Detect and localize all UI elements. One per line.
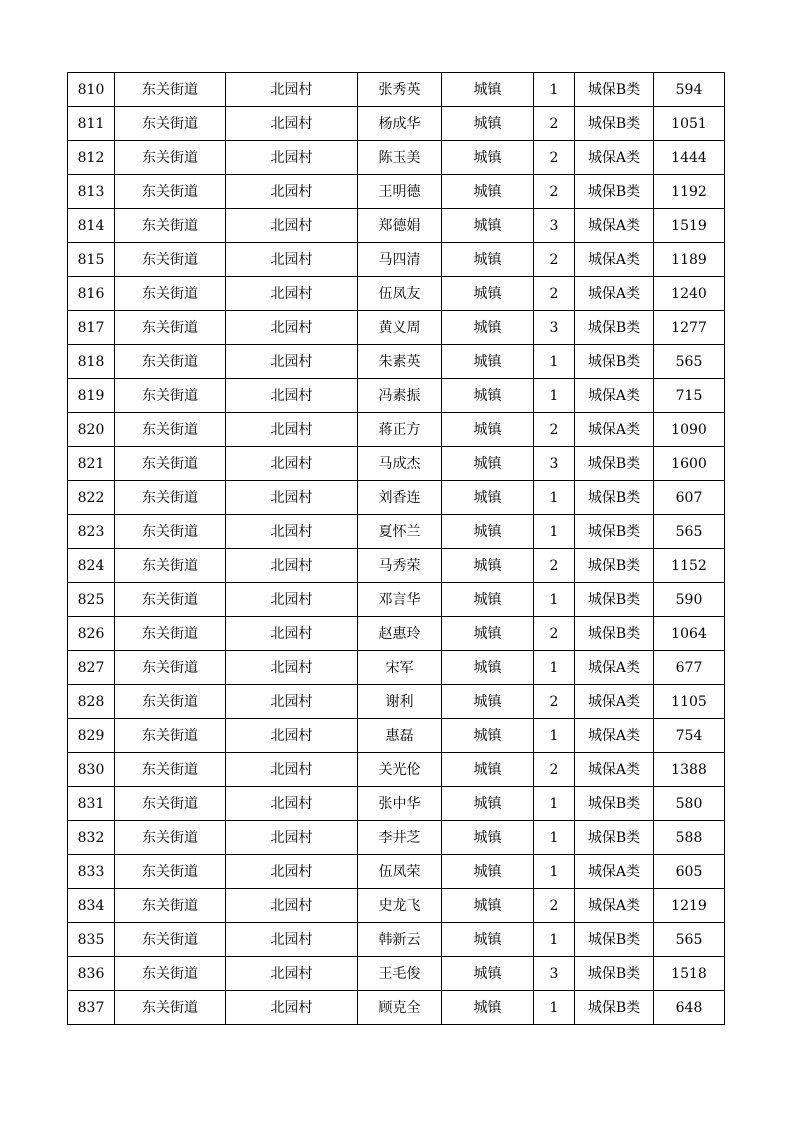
serial-number-cell: 835	[68, 923, 115, 957]
amount-cell: 607	[654, 481, 725, 515]
table-row	[68, 311, 725, 345]
member-count-cell: 1	[534, 481, 575, 515]
amount-cell: 605	[654, 855, 725, 889]
category-cell: 城保B类	[575, 923, 654, 957]
household-type-cell: 城镇	[442, 685, 534, 719]
amount-cell: 715	[654, 379, 725, 413]
table-row	[68, 447, 725, 481]
serial-number-cell: 817	[68, 311, 115, 345]
category-cell: 城保B类	[575, 549, 654, 583]
household-type-cell: 城镇	[442, 719, 534, 753]
serial-number-cell: 820	[68, 413, 115, 447]
village-cell: 北园村	[226, 719, 358, 753]
amount-cell: 594	[654, 73, 725, 107]
serial-number-cell: 831	[68, 787, 115, 821]
member-count-cell: 2	[534, 175, 575, 209]
member-count-cell: 2	[534, 889, 575, 923]
name-cell: 陈玉美	[358, 141, 442, 175]
village-cell: 北园村	[226, 175, 358, 209]
amount-cell: 677	[654, 651, 725, 685]
village-cell: 北园村	[226, 311, 358, 345]
street-cell: 东关街道	[115, 889, 226, 923]
serial-number-cell: 836	[68, 957, 115, 991]
household-type-cell: 城镇	[442, 991, 534, 1025]
name-cell: 冯素振	[358, 379, 442, 413]
village-cell: 北园村	[226, 141, 358, 175]
name-cell: 宋军	[358, 651, 442, 685]
category-cell: 城保B类	[575, 447, 654, 481]
member-count-cell: 1	[534, 345, 575, 379]
table-row	[68, 651, 725, 685]
table-row	[68, 753, 725, 787]
village-cell: 北园村	[226, 957, 358, 991]
name-cell: 王毛俊	[358, 957, 442, 991]
street-cell: 东关街道	[115, 209, 226, 243]
name-cell: 马成杰	[358, 447, 442, 481]
category-cell: 城保A类	[575, 889, 654, 923]
household-type-cell: 城镇	[442, 651, 534, 685]
category-cell: 城保A类	[575, 685, 654, 719]
name-cell: 王明德	[358, 175, 442, 209]
category-cell: 城保B类	[575, 787, 654, 821]
roster-body	[68, 73, 725, 1025]
serial-number-cell: 815	[68, 243, 115, 277]
amount-cell: 1240	[654, 277, 725, 311]
name-cell: 夏怀兰	[358, 515, 442, 549]
serial-number-cell: 814	[68, 209, 115, 243]
household-type-cell: 城镇	[442, 617, 534, 651]
street-cell: 东关街道	[115, 651, 226, 685]
amount-cell: 588	[654, 821, 725, 855]
table-row	[68, 957, 725, 991]
village-cell: 北园村	[226, 515, 358, 549]
household-type-cell: 城镇	[442, 209, 534, 243]
household-type-cell: 城镇	[442, 345, 534, 379]
village-cell: 北园村	[226, 345, 358, 379]
amount-cell: 1519	[654, 209, 725, 243]
table-row	[68, 413, 725, 447]
member-count-cell: 2	[534, 141, 575, 175]
member-count-cell: 3	[534, 447, 575, 481]
amount-cell: 565	[654, 345, 725, 379]
serial-number-cell: 828	[68, 685, 115, 719]
category-cell: 城保A类	[575, 719, 654, 753]
name-cell: 关光伦	[358, 753, 442, 787]
street-cell: 东关街道	[115, 175, 226, 209]
household-type-cell: 城镇	[442, 413, 534, 447]
category-cell: 城保B类	[575, 107, 654, 141]
table-row	[68, 923, 725, 957]
village-cell: 北园村	[226, 481, 358, 515]
street-cell: 东关街道	[115, 379, 226, 413]
street-cell: 东关街道	[115, 447, 226, 481]
member-count-cell: 2	[534, 277, 575, 311]
table-row	[68, 787, 725, 821]
street-cell: 东关街道	[115, 107, 226, 141]
member-count-cell: 3	[534, 311, 575, 345]
member-count-cell: 1	[534, 855, 575, 889]
amount-cell: 565	[654, 515, 725, 549]
amount-cell: 1277	[654, 311, 725, 345]
street-cell: 东关街道	[115, 515, 226, 549]
amount-cell: 580	[654, 787, 725, 821]
table-row	[68, 719, 725, 753]
category-cell: 城保A类	[575, 855, 654, 889]
table-row	[68, 243, 725, 277]
name-cell: 李井芝	[358, 821, 442, 855]
category-cell: 城保B类	[575, 617, 654, 651]
household-type-cell: 城镇	[442, 753, 534, 787]
household-type-cell: 城镇	[442, 107, 534, 141]
amount-cell: 1192	[654, 175, 725, 209]
village-cell: 北园村	[226, 583, 358, 617]
category-cell: 城保B类	[575, 311, 654, 345]
category-cell: 城保A类	[575, 379, 654, 413]
village-cell: 北园村	[226, 413, 358, 447]
household-type-cell: 城镇	[442, 549, 534, 583]
table-row	[68, 821, 725, 855]
street-cell: 东关街道	[115, 345, 226, 379]
table-row	[68, 991, 725, 1025]
name-cell: 韩新云	[358, 923, 442, 957]
member-count-cell: 2	[534, 549, 575, 583]
household-type-cell: 城镇	[442, 311, 534, 345]
name-cell: 史龙飞	[358, 889, 442, 923]
street-cell: 东关街道	[115, 855, 226, 889]
amount-cell: 1189	[654, 243, 725, 277]
table-row	[68, 583, 725, 617]
serial-number-cell: 819	[68, 379, 115, 413]
serial-number-cell: 829	[68, 719, 115, 753]
category-cell: 城保B类	[575, 73, 654, 107]
category-cell: 城保B类	[575, 821, 654, 855]
table-row	[68, 141, 725, 175]
name-cell: 邓言华	[358, 583, 442, 617]
member-count-cell: 1	[534, 821, 575, 855]
village-cell: 北园村	[226, 379, 358, 413]
street-cell: 东关街道	[115, 719, 226, 753]
serial-number-cell: 821	[68, 447, 115, 481]
household-type-cell: 城镇	[442, 923, 534, 957]
household-type-cell: 城镇	[442, 379, 534, 413]
serial-number-cell: 837	[68, 991, 115, 1025]
amount-cell: 1152	[654, 549, 725, 583]
table-row	[68, 855, 725, 889]
street-cell: 东关街道	[115, 481, 226, 515]
village-cell: 北园村	[226, 73, 358, 107]
member-count-cell: 1	[534, 583, 575, 617]
village-cell: 北园村	[226, 991, 358, 1025]
amount-cell: 1105	[654, 685, 725, 719]
village-cell: 北园村	[226, 617, 358, 651]
street-cell: 东关街道	[115, 991, 226, 1025]
household-type-cell: 城镇	[442, 889, 534, 923]
name-cell: 杨成华	[358, 107, 442, 141]
village-cell: 北园村	[226, 685, 358, 719]
table-row	[68, 345, 725, 379]
serial-number-cell: 813	[68, 175, 115, 209]
serial-number-cell: 818	[68, 345, 115, 379]
table-row	[68, 617, 725, 651]
amount-cell: 565	[654, 923, 725, 957]
member-count-cell: 1	[534, 923, 575, 957]
category-cell: 城保B类	[575, 481, 654, 515]
household-type-cell: 城镇	[442, 583, 534, 617]
village-cell: 北园村	[226, 855, 358, 889]
category-cell: 城保A类	[575, 413, 654, 447]
name-cell: 伍凤友	[358, 277, 442, 311]
serial-number-cell: 834	[68, 889, 115, 923]
table-row	[68, 515, 725, 549]
household-type-cell: 城镇	[442, 821, 534, 855]
table-row	[68, 685, 725, 719]
household-type-cell: 城镇	[442, 175, 534, 209]
village-cell: 北园村	[226, 549, 358, 583]
village-cell: 北园村	[226, 821, 358, 855]
household-type-cell: 城镇	[442, 243, 534, 277]
household-type-cell: 城镇	[442, 447, 534, 481]
name-cell: 顾克全	[358, 991, 442, 1025]
amount-cell: 1090	[654, 413, 725, 447]
member-count-cell: 1	[534, 651, 575, 685]
name-cell: 黄义周	[358, 311, 442, 345]
amount-cell: 1444	[654, 141, 725, 175]
table-row	[68, 277, 725, 311]
street-cell: 东关街道	[115, 753, 226, 787]
category-cell: 城保B类	[575, 345, 654, 379]
street-cell: 东关街道	[115, 685, 226, 719]
village-cell: 北园村	[226, 651, 358, 685]
street-cell: 东关街道	[115, 549, 226, 583]
member-count-cell: 3	[534, 209, 575, 243]
name-cell: 张中华	[358, 787, 442, 821]
table-row	[68, 107, 725, 141]
category-cell: 城保B类	[575, 957, 654, 991]
member-count-cell: 2	[534, 753, 575, 787]
village-cell: 北园村	[226, 209, 358, 243]
member-count-cell: 2	[534, 107, 575, 141]
table-row	[68, 379, 725, 413]
category-cell: 城保A类	[575, 141, 654, 175]
village-cell: 北园村	[226, 787, 358, 821]
street-cell: 东关街道	[115, 617, 226, 651]
amount-cell: 1600	[654, 447, 725, 481]
village-cell: 北园村	[226, 107, 358, 141]
serial-number-cell: 824	[68, 549, 115, 583]
village-cell: 北园村	[226, 447, 358, 481]
serial-number-cell: 812	[68, 141, 115, 175]
village-cell: 北园村	[226, 243, 358, 277]
table-row	[68, 549, 725, 583]
category-cell: 城保A类	[575, 753, 654, 787]
amount-cell: 1219	[654, 889, 725, 923]
street-cell: 东关街道	[115, 141, 226, 175]
category-cell: 城保B类	[575, 583, 654, 617]
serial-number-cell: 823	[68, 515, 115, 549]
amount-cell: 1064	[654, 617, 725, 651]
street-cell: 东关街道	[115, 957, 226, 991]
name-cell: 赵惠玲	[358, 617, 442, 651]
category-cell: 城保B类	[575, 515, 654, 549]
member-count-cell: 2	[534, 413, 575, 447]
serial-number-cell: 833	[68, 855, 115, 889]
name-cell: 张秀英	[358, 73, 442, 107]
amount-cell: 648	[654, 991, 725, 1025]
table-row	[68, 481, 725, 515]
street-cell: 东关街道	[115, 923, 226, 957]
category-cell: 城保B类	[575, 175, 654, 209]
street-cell: 东关街道	[115, 243, 226, 277]
serial-number-cell: 811	[68, 107, 115, 141]
amount-cell: 590	[654, 583, 725, 617]
member-count-cell: 1	[534, 787, 575, 821]
household-type-cell: 城镇	[442, 141, 534, 175]
table-row	[68, 209, 725, 243]
name-cell: 刘香连	[358, 481, 442, 515]
amount-cell: 1388	[654, 753, 725, 787]
street-cell: 东关街道	[115, 73, 226, 107]
serial-number-cell: 830	[68, 753, 115, 787]
member-count-cell: 3	[534, 957, 575, 991]
name-cell: 马秀荣	[358, 549, 442, 583]
household-type-cell: 城镇	[442, 515, 534, 549]
serial-number-cell: 827	[68, 651, 115, 685]
village-cell: 北园村	[226, 277, 358, 311]
household-type-cell: 城镇	[442, 787, 534, 821]
amount-cell: 1051	[654, 107, 725, 141]
street-cell: 东关街道	[115, 413, 226, 447]
member-count-cell: 1	[534, 73, 575, 107]
category-cell: 城保A类	[575, 243, 654, 277]
category-cell: 城保A类	[575, 209, 654, 243]
member-count-cell: 2	[534, 617, 575, 651]
serial-number-cell: 832	[68, 821, 115, 855]
household-type-cell: 城镇	[442, 855, 534, 889]
household-type-cell: 城镇	[442, 957, 534, 991]
member-count-cell: 1	[534, 991, 575, 1025]
member-count-cell: 2	[534, 243, 575, 277]
street-cell: 东关街道	[115, 583, 226, 617]
village-cell: 北园村	[226, 753, 358, 787]
household-type-cell: 城镇	[442, 277, 534, 311]
serial-number-cell: 826	[68, 617, 115, 651]
category-cell: 城保A类	[575, 277, 654, 311]
street-cell: 东关街道	[115, 277, 226, 311]
table-row	[68, 889, 725, 923]
table-row	[68, 175, 725, 209]
name-cell: 伍凤荣	[358, 855, 442, 889]
amount-cell: 1518	[654, 957, 725, 991]
name-cell: 马四清	[358, 243, 442, 277]
name-cell: 郑德娟	[358, 209, 442, 243]
street-cell: 东关街道	[115, 787, 226, 821]
member-count-cell: 2	[534, 685, 575, 719]
serial-number-cell: 825	[68, 583, 115, 617]
village-cell: 北园村	[226, 889, 358, 923]
serial-number-cell: 816	[68, 277, 115, 311]
street-cell: 东关街道	[115, 311, 226, 345]
name-cell: 惠磊	[358, 719, 442, 753]
member-count-cell: 1	[534, 515, 575, 549]
table-row	[68, 73, 725, 107]
category-cell: 城保A类	[575, 651, 654, 685]
name-cell: 谢利	[358, 685, 442, 719]
member-count-cell: 1	[534, 379, 575, 413]
serial-number-cell: 810	[68, 73, 115, 107]
village-cell: 北园村	[226, 923, 358, 957]
street-cell: 东关街道	[115, 821, 226, 855]
household-type-cell: 城镇	[442, 481, 534, 515]
household-type-cell: 城镇	[442, 73, 534, 107]
serial-number-cell: 822	[68, 481, 115, 515]
name-cell: 蒋正方	[358, 413, 442, 447]
member-count-cell: 1	[534, 719, 575, 753]
roster-table	[67, 72, 725, 1025]
category-cell: 城保B类	[575, 991, 654, 1025]
name-cell: 朱素英	[358, 345, 442, 379]
amount-cell: 754	[654, 719, 725, 753]
